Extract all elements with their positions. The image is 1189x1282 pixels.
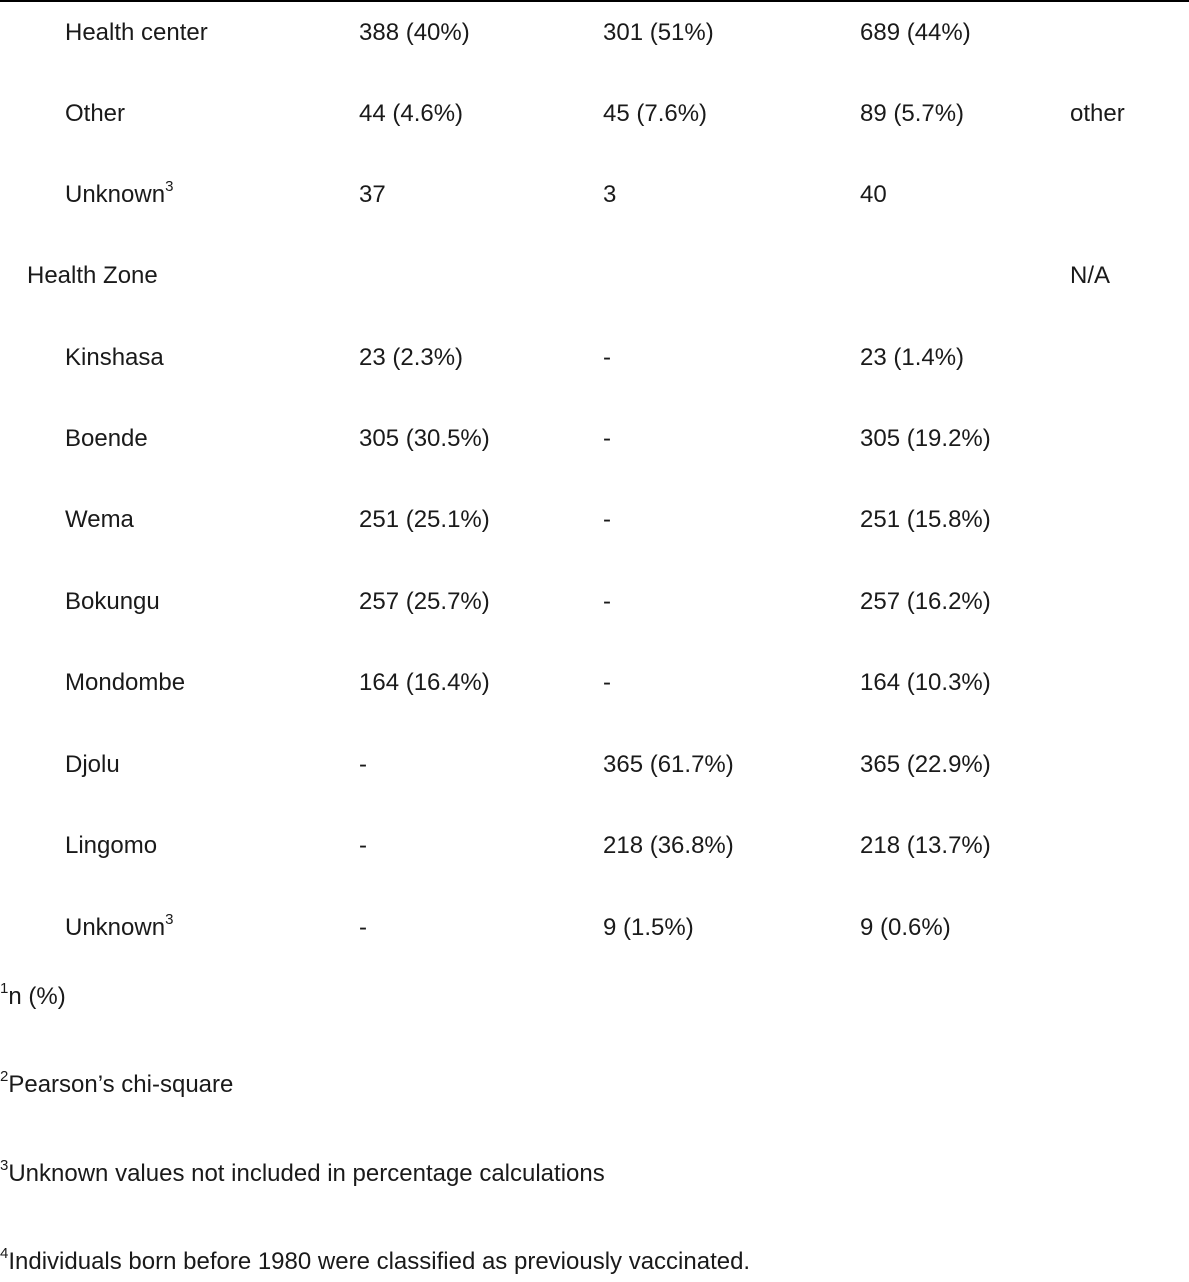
cell-col-2: 3 bbox=[603, 181, 617, 208]
cell-col-3: 23 (1.4%) bbox=[860, 344, 965, 371]
table-row bbox=[0, 745, 1189, 785]
footnote-text: n (%) bbox=[8, 983, 66, 1010]
cell-col-3: 9 (0.6%) bbox=[860, 914, 951, 941]
cell-col-1: 37 bbox=[359, 181, 386, 208]
cell-col-3: 305 (19.2%) bbox=[860, 425, 991, 452]
cell-col-3: 89 (5.7%) bbox=[860, 100, 965, 127]
row-label-text: Unknown bbox=[65, 914, 166, 941]
row-label-text: Unknown bbox=[65, 181, 166, 208]
table-row bbox=[0, 175, 1189, 215]
table-row bbox=[0, 13, 1189, 53]
row-label: Kinshasa bbox=[65, 344, 164, 371]
row-label: Bokungu bbox=[65, 588, 160, 615]
row-label bbox=[65, 175, 173, 215]
table-row bbox=[0, 826, 1189, 866]
cell-col-2: - bbox=[603, 588, 611, 615]
table-row bbox=[0, 419, 1189, 459]
cell-col-3: 40 bbox=[860, 181, 887, 208]
footnote-number: 1 bbox=[0, 980, 9, 997]
row-label: Djolu bbox=[65, 751, 120, 778]
footnote-text: Individuals born before 1980 were classified as previously vaccinated. bbox=[8, 1248, 751, 1275]
cell-col-3: 689 (44%) bbox=[860, 19, 971, 46]
row-label: Lingomo bbox=[65, 832, 158, 859]
row-label: Mondombe bbox=[65, 669, 186, 696]
cell-col-1: 23 (2.3%) bbox=[359, 344, 464, 371]
cell-col-3: 257 (16.2%) bbox=[860, 588, 991, 615]
cell-col-1: 305 (30.5%) bbox=[359, 425, 490, 452]
table-row bbox=[0, 582, 1189, 622]
cell-col-2: - bbox=[603, 425, 611, 452]
cell-col-3: 164 (10.3%) bbox=[860, 669, 991, 696]
table-row bbox=[0, 338, 1189, 378]
cell-col-1: 164 (16.4%) bbox=[359, 669, 490, 696]
cell-col-1: 44 (4.6%) bbox=[359, 100, 464, 127]
footnote-marker: 3 bbox=[165, 911, 174, 928]
footnote-number: 2 bbox=[0, 1068, 9, 1085]
footnote bbox=[0, 1065, 233, 1105]
footnote-number: 4 bbox=[0, 1245, 9, 1262]
row-label: Wema bbox=[65, 506, 134, 533]
footnote-marker: 3 bbox=[165, 178, 174, 195]
cell-col-2: 218 (36.8%) bbox=[603, 832, 734, 859]
cell-col-2: - bbox=[603, 669, 611, 696]
cell-col-4: N/A bbox=[1070, 262, 1111, 289]
row-label: Other bbox=[65, 100, 126, 127]
cell-col-1: - bbox=[359, 832, 367, 859]
cell-col-2: 45 (7.6%) bbox=[603, 100, 708, 127]
cell-col-3: 218 (13.7%) bbox=[860, 832, 991, 859]
cell-col-2: - bbox=[603, 506, 611, 533]
row-label: Health center bbox=[65, 19, 208, 46]
cell-col-2: 301 (51%) bbox=[603, 19, 714, 46]
table-row-group-heading bbox=[0, 256, 1189, 296]
cell-col-3: 365 (22.9%) bbox=[860, 751, 991, 778]
cell-col-1: - bbox=[359, 751, 367, 778]
table-row bbox=[0, 94, 1189, 134]
footnote bbox=[0, 1154, 605, 1194]
cell-col-1: 257 (25.7%) bbox=[359, 588, 490, 615]
footnote-text: Pearson’s chi-square bbox=[8, 1071, 234, 1098]
cell-col-1: - bbox=[359, 914, 367, 941]
cell-col-1: 388 (40%) bbox=[359, 19, 470, 46]
group-heading-label: Health Zone bbox=[27, 262, 158, 289]
row-label: Boende bbox=[65, 425, 148, 452]
cell-col-1: 251 (25.1%) bbox=[359, 506, 490, 533]
footnote-text: Unknown values not included in percentage calculations bbox=[8, 1160, 605, 1187]
cell-col-4: other bbox=[1070, 100, 1125, 127]
cell-col-3: 251 (15.8%) bbox=[860, 506, 991, 533]
table-row bbox=[0, 500, 1189, 540]
row-label bbox=[65, 908, 173, 948]
table-row bbox=[0, 663, 1189, 703]
footnote bbox=[0, 977, 66, 1017]
table-row bbox=[0, 908, 1189, 948]
cell-col-2: 365 (61.7%) bbox=[603, 751, 734, 778]
footnote-number: 3 bbox=[0, 1157, 9, 1174]
cell-col-2: - bbox=[603, 344, 611, 371]
cell-col-2: 9 (1.5%) bbox=[603, 914, 694, 941]
footnote bbox=[0, 1242, 750, 1282]
table-top-rule bbox=[0, 0, 1189, 2]
